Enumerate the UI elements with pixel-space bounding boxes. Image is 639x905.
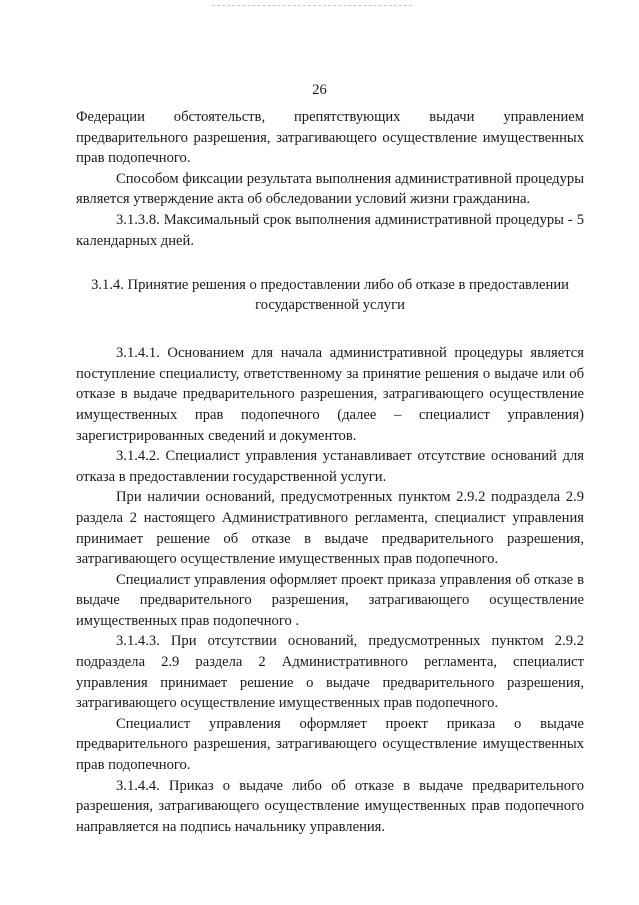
paragraph: При наличии оснований, предусмотренных пунктом 2.9.2 подраздела 2.9 раздела 2 настоящего Административного регламента, специалист управления принимает решение об отказе в выдаче предварительного разрешения, затрагивающего осуществление имущественных прав подопечного. xyxy=(76,489,584,568)
scan-artifact-line xyxy=(212,5,412,6)
paragraph: 3.1.4.1. Основанием для начала административной процедуры является поступление специалисту, ответственному за принятие решения о выдаче или об отказе в выдаче предварительного разрешения, затрагивающего осуществление имущественных прав подопечного (далее – специалист управления) зарегистрированных сведений и документов. xyxy=(76,345,584,444)
paragraph: 3.1.4.2. Специалист управления устанавливает отсутствие оснований для отказа в предоставлении государственной услуги. xyxy=(76,448,584,485)
paragraph: 3.1.4.3. При отсутствии оснований, предусмотренных пунктом 2.9.2 подраздела 2.9 раздела 2 Административного регламента, специалист управления принимает решение о выдаче предварительного разрешения, затрагивающего осуществление имущественных прав подопечного. xyxy=(76,633,584,712)
paragraph: Федерации обстоятельств, препятствующих выдачи управлением предварительного разрешения, затрагивающего осуществление имущественных прав подопечного. xyxy=(76,109,584,167)
section-heading: 3.1.4. Принятие решения о предоставлении либо об отказе в предоставлении государственной услуги xyxy=(91,277,569,314)
paragraph: Специалист управления оформляет проект приказа управления об отказе в выдаче предварительного разрешения, затрагивающего осуществление имущественных прав подопечного . xyxy=(76,571,584,629)
paragraph: Способом фиксации результата выполнения административной процедуры является утверждение акта об обследовании условий жизни гражданина. xyxy=(76,170,584,208)
paragraph: 3.1.3.8. Максимальный срок выполнения административной процедуры - 5 календарных дней. xyxy=(76,211,584,249)
paragraph: Специалист управления оформляет проект приказа о выдаче предварительного разрешения, затрагивающего осуществление имущественных прав подопечного. xyxy=(76,715,584,774)
document-body xyxy=(76,107,584,837)
paragraph: 3.1.4.4. Приказ о выдаче либо об отказе в выдаче предварительного разрешения, затрагивающего осуществление имущественных прав подопечного направляется на подпись начальнику управления. xyxy=(76,777,584,835)
page-number: 26 xyxy=(312,82,327,98)
